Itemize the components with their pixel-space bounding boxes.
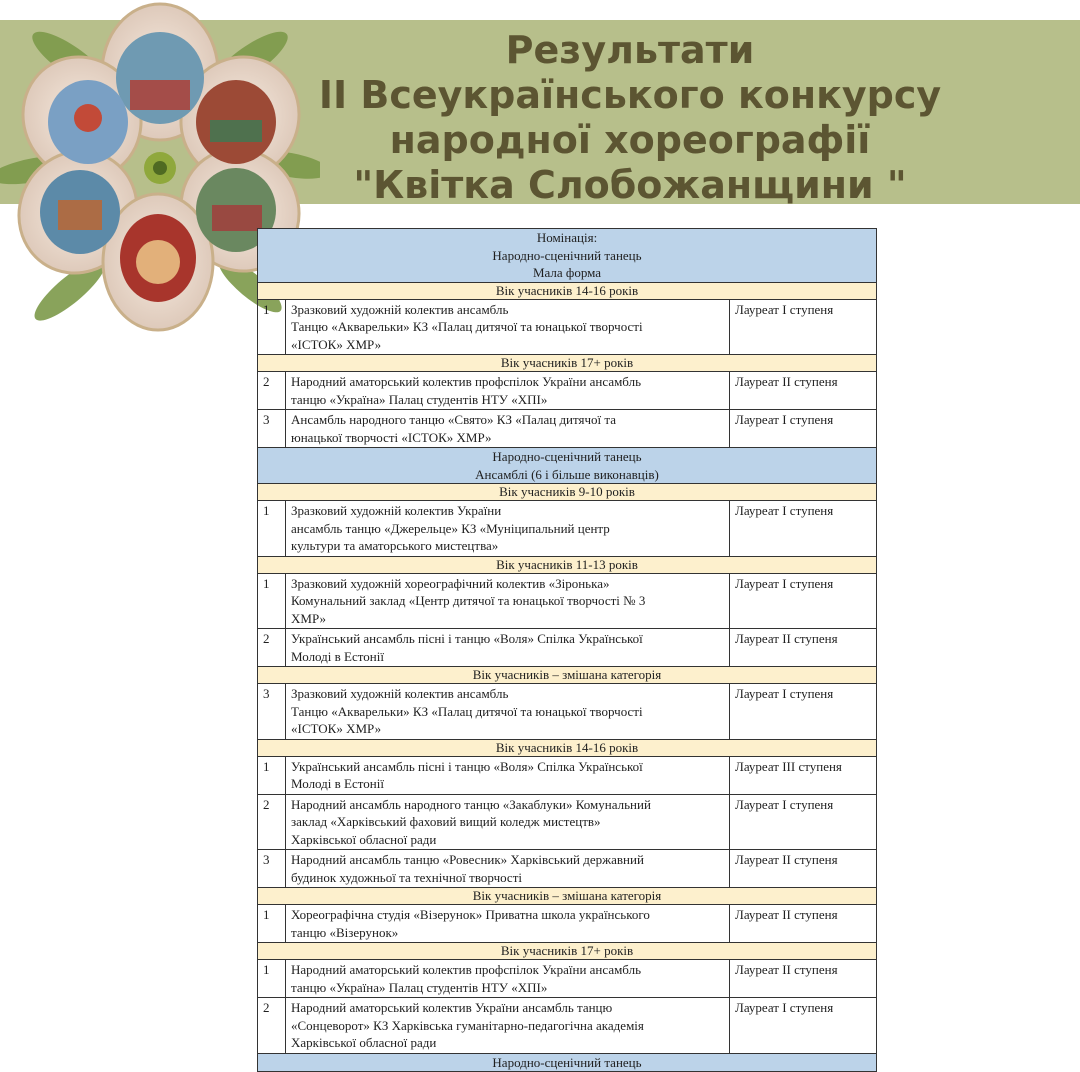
participant-line: Ансамбль народного танцю «Свято» КЗ «Палац дитячої та bbox=[291, 412, 617, 427]
age-group-row bbox=[258, 355, 877, 372]
nomination-form: Мала форма bbox=[532, 265, 602, 280]
nomination-cell bbox=[258, 229, 877, 283]
table-row bbox=[258, 410, 877, 448]
participant-cell bbox=[286, 501, 730, 557]
participant-line: танцю «Україна» Палац студентів НТУ «ХПІ» bbox=[291, 391, 548, 407]
table-row bbox=[258, 850, 877, 888]
participant-line: «Сонцеворот» КЗ Харківська гуманітарно-педагогічна академія bbox=[291, 1017, 644, 1033]
participant-line: «ІСТОК» ХМР» bbox=[291, 721, 382, 736]
age-group-label: Вік учасників – змішана категорія bbox=[258, 888, 877, 905]
table-row bbox=[258, 372, 877, 410]
nomination-header bbox=[258, 1053, 877, 1072]
participant-cell bbox=[286, 905, 730, 943]
table-row bbox=[258, 501, 877, 557]
nomination-category: Народно-сценічний танець bbox=[492, 247, 642, 263]
table-row bbox=[258, 905, 877, 943]
participant-cell bbox=[286, 998, 730, 1054]
row-number: 1 bbox=[258, 905, 286, 943]
row-number: 1 bbox=[258, 299, 286, 355]
participant-line: заклад «Харківський фаховий вищий коледж мистецтв» bbox=[291, 814, 601, 829]
nomination-category: Народно-сценічний танець bbox=[258, 1053, 877, 1072]
age-group-label: Вік учасників 14-16 років bbox=[258, 739, 877, 756]
row-number: 2 bbox=[258, 372, 286, 410]
participant-line: Зразковий художній колектив ансамбль bbox=[291, 686, 509, 701]
table-row bbox=[258, 794, 877, 850]
award-cell: Лауреат ІІ ступеня bbox=[730, 905, 877, 943]
table-row bbox=[258, 960, 877, 998]
award-cell: Лауреат ІІІ ступеня bbox=[730, 756, 877, 794]
participant-line: танцю «Візерунок» bbox=[291, 924, 399, 940]
participant-cell bbox=[286, 684, 730, 740]
participant-line: Харківської обласної ради bbox=[291, 831, 437, 847]
age-group-label: Вік учасників 14-16 років bbox=[258, 282, 877, 299]
row-number: 2 bbox=[258, 629, 286, 667]
participant-cell bbox=[286, 756, 730, 794]
participant-line: будинок художньої та технічної творчості bbox=[291, 869, 522, 885]
table-row bbox=[258, 998, 877, 1054]
award-cell: Лауреат І ступеня bbox=[730, 410, 877, 448]
title-line: "Квітка Слобожанщини " bbox=[353, 163, 907, 207]
award-cell: Лауреат І ступеня bbox=[730, 573, 877, 629]
age-group-label: Вік учасників 11-13 років bbox=[258, 556, 877, 573]
age-group-row bbox=[258, 739, 877, 756]
title-line: народної хореографії bbox=[389, 118, 871, 162]
participant-line: ХМР» bbox=[291, 610, 327, 626]
table-row bbox=[258, 573, 877, 629]
participant-cell bbox=[286, 410, 730, 448]
age-group-label: Вік учасників – змішана категорія bbox=[258, 667, 877, 684]
participant-line: Народний аматорський колектив України ансамбль танцю bbox=[291, 1000, 613, 1015]
participant-line: Народний ансамбль народного танцю «Закаблуки» Комунальний bbox=[291, 796, 651, 812]
award-cell: Лауреат І ступеня bbox=[730, 684, 877, 740]
participant-line: Народний аматорський колектив профспілок України ансамбль bbox=[291, 374, 642, 389]
row-number: 1 bbox=[258, 573, 286, 629]
participant-cell bbox=[286, 629, 730, 667]
participant-line: культури та аматорського мистецтва» bbox=[291, 538, 499, 553]
row-number: 3 bbox=[258, 850, 286, 888]
participant-cell bbox=[286, 573, 730, 629]
participant-line: Молоді в Естонії bbox=[291, 776, 384, 791]
award-cell: Лауреат ІІ ступеня bbox=[730, 850, 877, 888]
age-group-row bbox=[258, 667, 877, 684]
award-cell: Лауреат ІІ ступеня bbox=[730, 629, 877, 667]
table-row bbox=[258, 684, 877, 740]
age-group-label: Вік учасників 17+ років bbox=[258, 355, 877, 372]
row-number: 1 bbox=[258, 501, 286, 557]
participant-line: Зразковий художній колектив ансамбль bbox=[291, 301, 509, 317]
participant-line: юнацької творчості «ІСТОК» ХМР» bbox=[291, 429, 492, 445]
award-cell: Лауреат І ступеня bbox=[730, 299, 877, 355]
award-cell: Лауреат І ступеня bbox=[730, 501, 877, 557]
participant-line: Український ансамбль пісні і танцю «Воля» Спілка Української bbox=[291, 631, 643, 646]
age-group-row bbox=[258, 943, 877, 960]
award-cell: Лауреат І ступеня bbox=[730, 794, 877, 850]
page-title bbox=[290, 28, 970, 208]
age-group-row bbox=[258, 556, 877, 573]
row-number: 3 bbox=[258, 410, 286, 448]
participant-line: Зразковий художній колектив України bbox=[291, 503, 502, 518]
participant-line: Народний аматорський колектив профспілок України ансамбль bbox=[291, 962, 642, 977]
participant-line: Молоді в Естонії bbox=[291, 648, 384, 664]
title-line: II Всеукраїнського конкурсу bbox=[318, 73, 942, 117]
row-number: 2 bbox=[258, 794, 286, 850]
age-group-label: Вік учасників 9-10 років bbox=[258, 484, 877, 501]
table-row bbox=[258, 756, 877, 794]
row-number: 1 bbox=[258, 960, 286, 998]
participant-line: Танцю «Акварельки» КЗ «Палац дитячої та юнацької творчості bbox=[291, 703, 643, 719]
table-row bbox=[258, 629, 877, 667]
nomination-header bbox=[258, 448, 877, 484]
participant-line: Танцю «Акварельки» КЗ «Палац дитячої та юнацької творчості bbox=[291, 319, 643, 334]
participant-line: Народний ансамбль танцю «Ровесник» Харківський державний bbox=[291, 852, 644, 867]
participant-cell bbox=[286, 794, 730, 850]
row-number: 3 bbox=[258, 684, 286, 740]
participant-line: Український ансамбль пісні і танцю «Воля» Спілка Української bbox=[291, 758, 643, 774]
award-cell: Лауреат ІІ ступеня bbox=[730, 960, 877, 998]
participant-line: Комунальний заклад «Центр дитячої та юнацької творчості № 3 bbox=[291, 593, 646, 608]
age-group-row bbox=[258, 484, 877, 501]
participant-line: Харківської обласної ради bbox=[291, 1035, 437, 1050]
nomination-form: Ансамблі (6 і більше виконавців) bbox=[475, 466, 659, 482]
nomination-label: Номінація: bbox=[536, 230, 598, 245]
nomination-cell bbox=[258, 448, 877, 484]
age-group-row bbox=[258, 282, 877, 299]
participant-line: Зразковий художній хореографічний колектив «Зіронька» bbox=[291, 575, 610, 591]
participant-line: «ІСТОК» ХМР» bbox=[291, 336, 382, 352]
award-cell: Лауреат ІІ ступеня bbox=[730, 372, 877, 410]
table-row bbox=[258, 299, 877, 355]
row-number: 1 bbox=[258, 756, 286, 794]
participant-cell bbox=[286, 372, 730, 410]
title-line: Результати bbox=[505, 28, 755, 72]
nomination-category: Народно-сценічний танець bbox=[492, 449, 642, 464]
results-table bbox=[257, 228, 877, 1072]
row-number: 2 bbox=[258, 998, 286, 1054]
age-group-label: Вік учасників 17+ років bbox=[258, 943, 877, 960]
age-group-row bbox=[258, 888, 877, 905]
participant-cell bbox=[286, 960, 730, 998]
participant-cell bbox=[286, 850, 730, 888]
participant-line: танцю «Україна» Палац студентів НТУ «ХПІ» bbox=[291, 979, 548, 995]
participant-cell bbox=[286, 299, 730, 355]
award-cell: Лауреат І ступеня bbox=[730, 998, 877, 1054]
participant-line: Хореографічна студія «Візерунок» Приватна школа українського bbox=[291, 907, 650, 922]
flower-center bbox=[144, 152, 176, 184]
nomination-header bbox=[258, 229, 877, 283]
participant-line: ансамбль танцю «Джерельце» КЗ «Муніципальний центр bbox=[291, 520, 610, 536]
